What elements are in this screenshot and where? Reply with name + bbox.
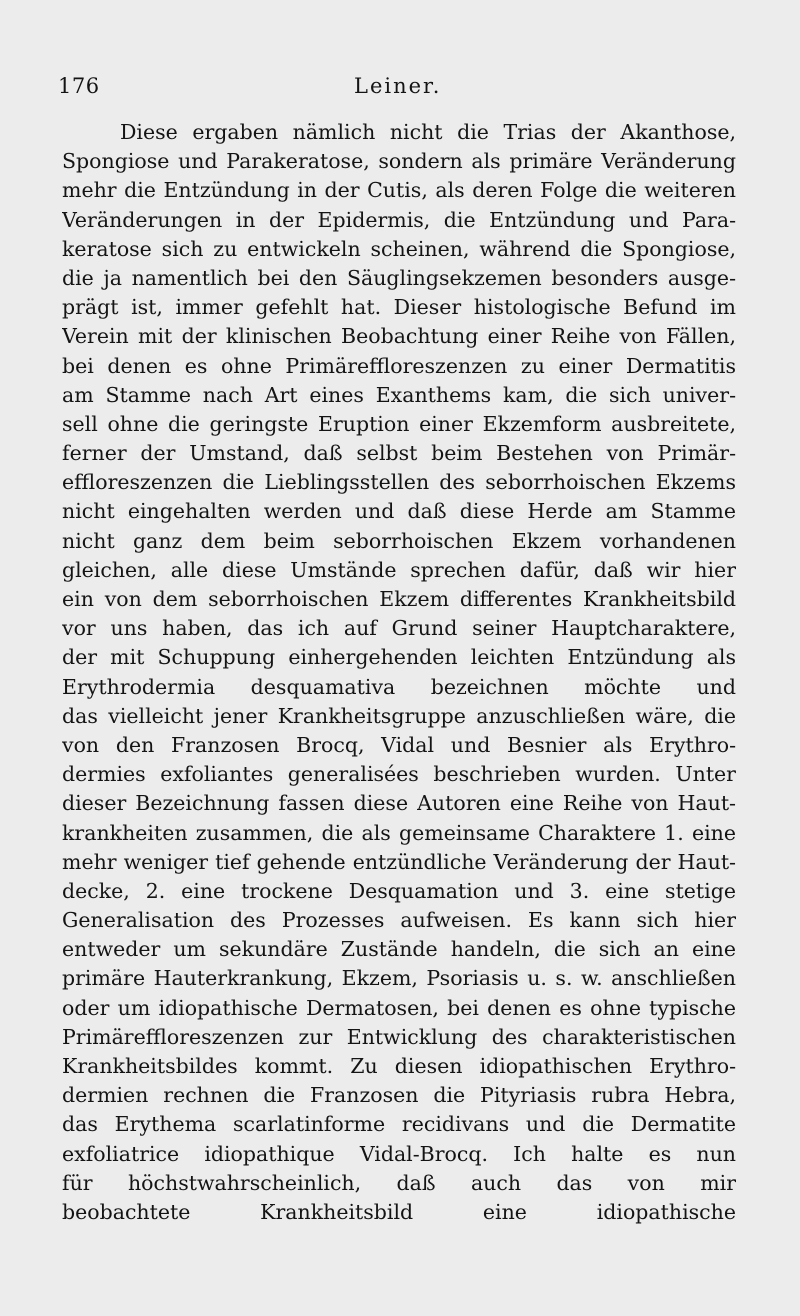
text-line: bei denen es ohne Primäreffloreszenzen zu einer Dermatitis: [62, 353, 736, 378]
text-line: beobachtete Krankheitsbild eine idiopathische: [62, 1199, 736, 1224]
text-line: die ja namentlich bei den Säuglingsekzemen besonders ausge-: [62, 265, 736, 290]
text-line: oder um idiopathische Dermatosen, bei denen es ohne typische: [62, 995, 736, 1020]
running-head: Leiner.: [354, 74, 442, 98]
text-line: Primäreffloreszenzen zur Entwicklung des charakteristischen: [62, 1024, 736, 1049]
text-line: Erythrodermia desquamativa bezeichnen möchte und: [62, 674, 736, 699]
text-line: dermien rechnen die Franzosen die Pityriasis rubra Hebra,: [62, 1083, 736, 1108]
text-line: von den Franzosen Brocq, Vidal und Besnier als Erythro-: [62, 732, 736, 757]
text-line: krankheiten zusammen, die als gemeinsame Charaktere 1. eine: [62, 820, 736, 845]
body-paragraph: [62, 118, 736, 1227]
text-line: ferner der Umstand, daß selbst beim Bestehen von Primär-: [62, 441, 736, 466]
text-line: das vielleicht jener Krankheitsgruppe anzuschließen wäre, die: [62, 703, 736, 728]
text-line: effloreszenzen die Lieblingsstellen des seborrhoischen Ekzems: [62, 470, 736, 495]
text-line: mehr die Entzündung in der Cutis, als deren Folge die weiteren: [62, 178, 736, 203]
text-line: für höchstwahrscheinlich, daß auch das von mir: [62, 1170, 736, 1195]
text-line: vor uns haben, das ich auf Grund seiner Hauptcharaktere,: [62, 616, 736, 641]
page-number: 176: [58, 74, 100, 98]
text-line: gleichen, alle diese Umstände sprechen dafür, daß wir hier: [62, 557, 736, 582]
text-line: nicht ganz dem beim seborrhoischen Ekzem vorhandenen: [62, 528, 736, 553]
text-line: das Erythema scarlatinforme recidivans und die Dermatite: [62, 1112, 736, 1137]
text-line: am Stamme nach Art eines Exanthems kam, die sich univer-: [62, 382, 736, 407]
text-line: dermies exfoliantes generalisées beschrieben wurden. Unter: [62, 762, 736, 787]
text-line: nicht eingehalten werden und daß diese Herde am Stamme: [62, 499, 736, 524]
text-line: sell ohne die geringste Eruption einer Ekzemform ausbreitete,: [62, 411, 736, 436]
page-header: [54, 70, 744, 102]
text-line: exfoliatrice idiopathique Vidal-Brocq. Ich halte es nun: [62, 1141, 736, 1166]
text-line: der mit Schuppung einhergehenden leichten Entzündung als: [62, 645, 736, 670]
text-line: Generalisation des Prozesses aufweisen. Es kann sich hier: [62, 908, 736, 933]
text-line: keratose sich zu entwickeln scheinen, während die Spongiose,: [62, 236, 736, 261]
text-line: Spongiose und Parakeratose, sondern als primäre Veränderung: [62, 149, 736, 174]
text-line: ein von dem seborrhoischen Ekzem differentes Krankheitsbild: [62, 587, 736, 611]
text-line: mehr weniger tief gehende entzündliche Veränderung der Haut-: [62, 849, 736, 874]
text-line: Krankheitsbildes kommt. Zu diesen idiopathischen Erythro-: [62, 1054, 736, 1078]
text-line: prägt ist, immer gefehlt hat. Dieser histologische Befund im: [62, 295, 736, 320]
text-line: Veränderungen in der Epidermis, die Entzündung und Para-: [62, 207, 736, 232]
text-line: entweder um sekundäre Zustände handeln, die sich an eine: [62, 937, 736, 962]
text-line: primäre Hauterkrankung, Ekzem, Psoriasis u. s. w. anschließen: [62, 966, 736, 991]
text-line: dieser Bezeichnung fassen diese Autoren eine Reihe von Haut-: [62, 791, 736, 816]
text-line: Diese ergaben nämlich nicht die Trias der Akanthose,: [120, 120, 736, 144]
text-line: decke, 2. eine trockene Desquamation und 3. eine stetige: [62, 878, 736, 903]
text-line: Verein mit der klinischen Beobachtung einer Reihe von Fällen,: [62, 324, 736, 349]
